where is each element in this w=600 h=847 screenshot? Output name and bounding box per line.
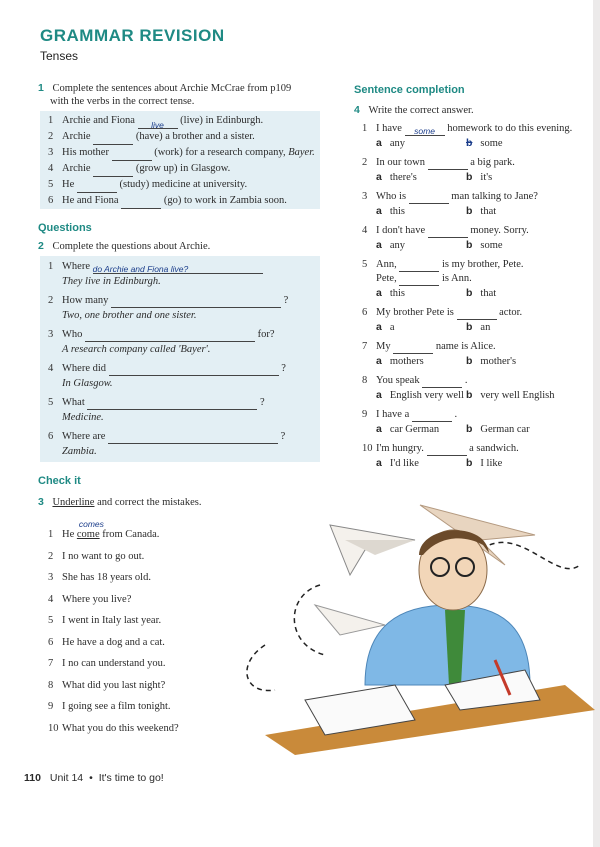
option-a [376, 137, 405, 149]
exercise-number: 4 [354, 104, 360, 116]
item-number: 7 [48, 658, 54, 669]
list-item [48, 395, 323, 429]
item-number: 4 [362, 225, 368, 236]
sentence-line [362, 374, 592, 388]
option-text: I like [480, 458, 503, 469]
answer-blank [108, 432, 278, 444]
item-number: 10 [362, 443, 373, 454]
answer-blank [428, 158, 468, 170]
option-b [466, 137, 503, 149]
option-letter: a [376, 239, 382, 251]
exercise-1 [38, 82, 328, 108]
item-number: 6 [48, 431, 54, 442]
exercise-3-instruction-row [38, 496, 201, 508]
instruction: Complete the sentences about Archie McCrae from p109 [52, 83, 292, 94]
options-row [362, 321, 592, 337]
item-text: is Ann. [439, 273, 472, 284]
item-text: Archie [62, 163, 94, 174]
desk [265, 685, 595, 755]
answer-blank [399, 274, 439, 286]
instruction-underline: Underline [52, 497, 95, 508]
item-text: He [62, 179, 77, 190]
option-a [376, 205, 405, 217]
list-item [362, 156, 592, 187]
list-item [362, 340, 592, 371]
sentence-line [376, 272, 592, 286]
item-text: You speak [376, 375, 423, 386]
item-text: In our town [376, 157, 428, 168]
exercise-number: 3 [38, 496, 44, 508]
option-letter: b [466, 137, 473, 149]
option-a [376, 457, 419, 469]
answer-blank [93, 133, 133, 145]
list-item [48, 546, 248, 568]
reply: Zambia. [62, 446, 97, 457]
item-text: homework to do this evening. [444, 123, 573, 134]
sentence-line [362, 408, 592, 422]
flight-path [294, 585, 325, 655]
option-letter: a [376, 137, 382, 149]
answer-blank [138, 117, 178, 129]
item-text: He and Fiona [62, 195, 122, 206]
item-text: (work) for a research company, [151, 147, 286, 158]
option-letter: b [466, 389, 473, 401]
item-number: 3 [48, 572, 54, 583]
options-row [362, 389, 592, 405]
options-row [362, 287, 592, 303]
option-text: an [480, 322, 491, 333]
item-number: 5 [48, 179, 54, 190]
list-item [48, 589, 248, 611]
answer-blank [87, 398, 257, 410]
item-text: Ann, [376, 259, 400, 270]
sentence-line [362, 224, 592, 238]
option-b [466, 239, 503, 251]
handwritten-answer: some [414, 126, 435, 136]
item-number: 3 [362, 191, 368, 202]
item-number: 8 [48, 679, 54, 691]
item-number: 9 [362, 409, 368, 420]
item-text: ? [257, 397, 265, 408]
item-text: Where did [62, 363, 109, 374]
item-text: Bayer. [285, 147, 315, 158]
item-text: a sandwich. [466, 443, 519, 454]
item-number: 2 [48, 550, 54, 562]
item-text: I no can understand you. [62, 658, 166, 669]
item-text: money. Sorry. [467, 225, 529, 236]
item-number: 1 [362, 123, 368, 134]
item-text: I no want to go out. [62, 550, 145, 562]
list-item [48, 610, 248, 632]
item-text: Where you live? [62, 593, 132, 605]
page-title: GRAMMAR REVISION [40, 26, 225, 45]
unit-label: Unit 14 [49, 772, 84, 784]
item-text: (live) in Edinburgh. [177, 115, 264, 126]
answer-blank [85, 330, 255, 342]
option-text: mother's [480, 356, 517, 367]
sentence-line [362, 258, 592, 272]
list-item [362, 122, 592, 153]
list-item [362, 190, 592, 221]
item-text: ? [278, 431, 286, 442]
option-b [466, 457, 502, 469]
list-item [48, 161, 328, 177]
item-text: Who [62, 329, 86, 340]
exercise-4-instruction-row [354, 104, 474, 116]
list-item [48, 696, 248, 718]
underlined-mistake: come comes [76, 519, 104, 540]
sentence-line [362, 442, 592, 456]
page-number: 110 [24, 772, 41, 784]
list-item [48, 145, 328, 161]
item-text: (grow up) in Glasgow. [133, 163, 231, 174]
answer-blank [412, 410, 452, 422]
reply: In Glasgow. [62, 378, 113, 389]
option-letter: b [466, 171, 473, 183]
unit-title: It's time to go! [98, 772, 164, 784]
section-title: Sentence completion [354, 84, 465, 96]
item-number: 8 [362, 375, 368, 386]
option-text: car German [389, 424, 440, 435]
option-letter: a [376, 205, 382, 217]
item-number: 5 [48, 615, 54, 626]
item-text: What [62, 397, 88, 408]
option-text: it's [480, 172, 493, 183]
exercise-3-items [48, 519, 248, 739]
exercise-number: 2 [38, 240, 44, 252]
item-text: ? [278, 363, 286, 374]
sentence-line [362, 156, 592, 170]
list-item [48, 429, 323, 463]
item-text: What you do this weekend? [62, 722, 179, 734]
section-title: Check it [38, 475, 81, 487]
option-b [466, 287, 496, 299]
option-text: I'd like [389, 458, 419, 469]
reply: Two, one brother and one sister. [62, 310, 197, 321]
item-text: Archie [62, 131, 94, 142]
option-letter: b [466, 457, 473, 469]
options-row [362, 423, 592, 439]
list-item [362, 306, 592, 337]
option-text: very well English [480, 390, 555, 401]
option-b [466, 389, 555, 401]
reply: Medicine. [62, 412, 104, 423]
item-number: 3 [48, 329, 54, 340]
option-letter: a [376, 389, 382, 401]
answer-blank [121, 197, 161, 209]
item-text: . [462, 375, 468, 386]
list-item [48, 519, 248, 546]
question-line [48, 429, 323, 444]
option-letter: b [466, 321, 473, 333]
option-text: mothers [389, 356, 424, 367]
item-text: Where are [62, 431, 109, 442]
reply: A research company called 'Bayer'. [62, 344, 211, 355]
list-item [362, 374, 592, 405]
option-text: any [389, 138, 406, 149]
item-number: 2 [362, 157, 368, 168]
item-text: actor. [496, 307, 523, 318]
item-number: 3 [48, 147, 54, 158]
list-item [48, 177, 328, 193]
answer-blank [111, 296, 281, 308]
item-number: 2 [48, 295, 54, 306]
item-text: He have a dog and a cat. [62, 636, 165, 648]
option-letter: b [466, 423, 473, 435]
item-text: She has 18 years old. [62, 572, 151, 583]
flight-path [247, 645, 275, 691]
item-number: 10 [48, 722, 59, 734]
option-text: English very well [389, 390, 464, 401]
option-a [376, 239, 405, 251]
item-text: How many [62, 295, 111, 306]
sentence-line [362, 340, 592, 354]
list-item [362, 258, 592, 303]
options-row [362, 137, 592, 153]
student-illustration [225, 495, 595, 755]
item-text: man talking to Jane? [448, 191, 538, 202]
option-text: this [389, 288, 406, 299]
item-number: 1 [48, 529, 54, 540]
item-text: (study) medicine at university. [116, 179, 248, 190]
option-text: there's [389, 172, 417, 183]
list-item [48, 567, 248, 589]
item-text: ? [281, 295, 289, 306]
handwritten-correction: comes [78, 519, 104, 529]
item-text: Who is [376, 191, 409, 202]
item-number: 2 [48, 131, 54, 142]
option-text: that [480, 288, 497, 299]
footer [24, 772, 164, 784]
instruction: Write the correct answer. [368, 105, 474, 116]
exercise-2-items [48, 259, 323, 463]
options-row [362, 239, 592, 255]
answer-blank [93, 165, 133, 177]
list-item [48, 361, 323, 395]
item-text: . [451, 409, 458, 420]
exercise-2-instruction-row [38, 240, 210, 252]
option-a [376, 287, 405, 299]
option-b [466, 355, 516, 367]
answer-blank [409, 192, 449, 204]
option-letter: a [376, 321, 382, 333]
option-a [376, 321, 395, 333]
option-b [466, 423, 530, 435]
options-row [362, 171, 592, 187]
option-b [466, 321, 490, 333]
item-text: (have) a brother and a sister. [133, 131, 255, 142]
option-letter: a [376, 423, 382, 435]
section-title: Questions [38, 222, 92, 234]
answer-blank [422, 376, 462, 388]
option-letter: a [376, 171, 382, 183]
item-number: 5 [362, 259, 368, 270]
option-text: German car [480, 424, 530, 435]
item-text: My [376, 341, 394, 352]
option-letter: a [376, 287, 382, 299]
exercise-4-items [362, 122, 592, 482]
item-text: for? [255, 329, 275, 340]
item-text: (go) to work in Zambia soon. [161, 195, 287, 206]
item-number: 4 [48, 363, 54, 374]
list-item [48, 327, 323, 361]
answer-blank [427, 444, 467, 456]
item-text: My brother Pete is [376, 307, 457, 318]
answer-blank [457, 308, 497, 320]
item-text: I went in Italy last year. [62, 615, 162, 626]
instruction: with the verbs in the correct tense. [50, 96, 195, 107]
list-item [48, 193, 328, 209]
item-text: is my brother, Pete. [439, 259, 524, 270]
item-text: Where [62, 261, 93, 272]
question-line [48, 327, 323, 342]
question-line [48, 259, 323, 274]
answer-blank [399, 260, 439, 272]
item-text: I don't have [376, 225, 428, 236]
item-number: 4 [48, 163, 54, 174]
option-text: a [389, 322, 395, 333]
list-item [48, 293, 323, 327]
option-letter: b [466, 355, 473, 367]
options-row [362, 355, 592, 371]
item-number: 7 [362, 341, 368, 352]
item-number: 4 [48, 593, 54, 605]
item-number: 5 [48, 397, 54, 408]
item-text: from Canada. [99, 529, 160, 540]
item-number: 6 [362, 307, 368, 318]
item-text: Pete, [376, 273, 400, 284]
item-text: He [62, 529, 77, 540]
item-text: a big park. [467, 157, 515, 168]
option-a [376, 423, 439, 435]
answer-blank [428, 226, 468, 238]
option-letter: b [466, 287, 473, 299]
question-line [48, 361, 323, 376]
sentence-line [362, 122, 592, 136]
item-number: 9 [48, 701, 54, 712]
item-text: I have a [376, 409, 412, 420]
reply: They live in Edinburgh. [62, 276, 161, 287]
item-text: His mother [62, 147, 112, 158]
item-number: 6 [48, 636, 54, 648]
answer-blank [93, 262, 263, 274]
option-letter: a [376, 457, 382, 469]
option-a [376, 389, 464, 401]
option-letter: a [376, 355, 382, 367]
item-text: I'm hungry. [376, 443, 427, 454]
item-text: name is Alice. [433, 341, 496, 352]
answer-blank [405, 124, 445, 136]
option-text: some [480, 240, 503, 251]
paper-plane-icon [315, 605, 385, 635]
list-item [362, 408, 592, 439]
item-text: Archie and Fiona [62, 115, 138, 126]
answer-blank [112, 149, 152, 161]
handwritten-answer: live [151, 120, 164, 130]
question-line [48, 395, 323, 410]
sentence-line [362, 190, 592, 204]
options-row [362, 457, 592, 473]
option-text: some [480, 138, 503, 149]
answer-blank [393, 342, 433, 354]
footer-bullet: • [89, 772, 93, 784]
option-text: that [480, 206, 497, 217]
sentence-line [362, 306, 592, 320]
option-letter: b [466, 239, 473, 251]
option-text: this [389, 206, 406, 217]
option-text: any [389, 240, 406, 251]
list-item [362, 224, 592, 255]
list-item [48, 632, 248, 654]
handwritten-answer: do Archie and Fiona live? [92, 264, 189, 274]
option-b [466, 205, 496, 217]
list-item [48, 113, 328, 129]
option-a [376, 171, 417, 183]
item-text: What did you last night? [62, 679, 166, 691]
answer-blank [77, 181, 117, 193]
options-row [362, 205, 592, 221]
item-number: 1 [48, 115, 54, 126]
list-item [48, 129, 328, 145]
item-text: I going see a film tonight. [62, 701, 171, 712]
instruction: and correct the mistakes. [97, 497, 202, 508]
option-a [376, 355, 424, 367]
exercise-1-items [48, 113, 328, 209]
instruction: Complete the questions about Archie. [52, 241, 211, 252]
list-item [362, 442, 592, 473]
item-number: 6 [48, 195, 54, 206]
list-item [48, 718, 248, 740]
list-item [48, 653, 248, 675]
list-item [48, 675, 248, 697]
question-line [48, 293, 323, 308]
answer-blank [109, 364, 279, 376]
list-item [48, 259, 323, 293]
item-text: I have [376, 123, 405, 134]
option-b [466, 171, 492, 183]
page-subtitle: Tenses [40, 49, 79, 63]
item-number: 1 [48, 261, 54, 272]
option-letter: b [466, 205, 473, 217]
exercise-number: 1 [38, 82, 44, 94]
